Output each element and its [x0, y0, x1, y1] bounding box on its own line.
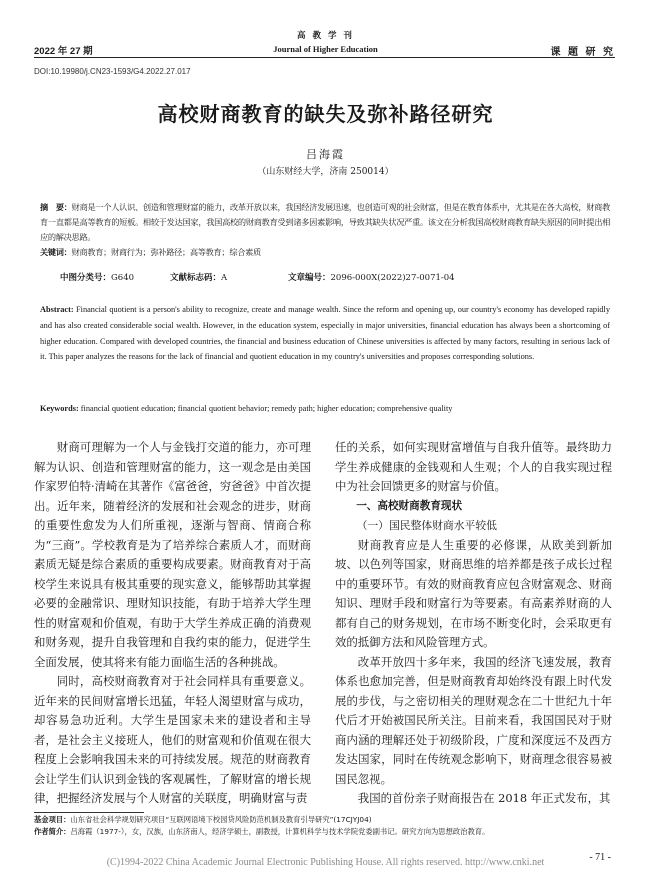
body-paragraph: 财商教育应是人生重要的必修课，从欧美到新加坡、以色列等国家，财商思维的培养都是孩子成长过程中的重要环节。有效的财商教育应包含财富观念、财商知识、理财手段和财富行为等要素。有高素养财商的人都有自己的财务规划，在市场不断变化时，会采取更有效的抵御方法和风险管理方式。: [335, 537, 612, 649]
footnote-author: [34, 827, 624, 838]
author-bio-label: 作者简介：: [34, 827, 71, 836]
abstract-cn-label: 摘 要：: [40, 202, 72, 212]
subsection-heading: （一）国民整体财商水平较低: [356, 519, 497, 532]
document-code-value: A: [221, 273, 228, 283]
journal-name-en: Journal of Higher Education: [273, 44, 378, 54]
doi: DOI:10.19980/j.CN23-1593/G4.2022.27.017: [34, 67, 191, 76]
document-code-label: 文献标志码：: [170, 273, 222, 283]
body-column-right: [335, 438, 612, 809]
clc-value: G640: [111, 273, 135, 283]
body-paragraph: 同时，高校财商教育对于社会同样具有重要意义。近年来的民间财富增长迅猛，年轻人渴望财富与成功，却容易急功近利。大学生是国家未来的建设者和主导者，是社会主义接班人，他们的财富观和价值观在很大程度上会影响我国未来的可持续发展。规范的财商教育会让学生们认识到金钱的客观属性，了解财富的增长规律，把握经济发展与个人财富的关联度，明确财富与责: [34, 674, 311, 805]
section-label: 课 题 研 究: [550, 47, 615, 58]
body-paragraph: 我国的首份亲子财商报告在 2018 年正式发布，其: [357, 791, 611, 805]
author-affiliation: （山东财经大学，济南 250014）: [257, 167, 394, 177]
author-bio-text: 吕海霞（1977-），女，汉族，山东济南人，经济学硕士，副教授，计算机科学与技术学院党委副书记。研究方向为思想政治教育。: [70, 827, 490, 836]
clc-label: 中图分类号：: [60, 273, 112, 283]
body-paragraph: 财商可理解为一个人与金钱打交道的能力，亦可理解为认识、创造和管理财富的能力，这一观念是由美国作家罗伯特·清崎在其著作《富爸爸，穷爸爸》中首次提出。近年来，随着经济的发展和社会观念的进步，财商的重要性愈发为人们所重视，逐渐与智商、情商合称为“三商”。学校教育是为了培养综合素质人才，而财商素质无疑是综合素质的重要构成要素。财商教育对于高校学生来说具有极其重要的现实意义，能够帮助其掌握必要的金融常识、理财知识技能，有助于培养大学生理性的财富观和价值观，有助于大学生养成正确的消费观和财务观，提升自我管理和自我约束的能力，促进学生全面发展，使其将来有能力面临生活的各种挑战。: [34, 440, 311, 669]
fund-text: 山东省社会科学规划研究项目“互联网语境下校园贷风险防范机制及教育引导研究”(17CJYJ04): [70, 815, 372, 824]
keywords-en: [40, 404, 610, 413]
abstract-en-text: Financial quotient is a person's ability to recognize, create and manage wealth. Since the reform and opening up, our country's economy has developed rapidly and has also created considerable social wealth. However, in the education system, especially in major universities, financial education has always been a shortcoming of higher education. Compared with developed countries, the financial and business education of Chinese universities is affected by many factors, resulting in serious lack of it. This paper analyzes the reasons for the lack of financial and quotient education in my country's universities and proposes corresponding solutions.: [40, 305, 610, 362]
copyright-watermark: (C)1994-2022 China Academic Journal Electronic Publishing House. All rights reserved. http://www.cnki.net: [106, 857, 545, 868]
body-column-left: [34, 438, 311, 809]
article-number-value: 2096-000X(2022)27-0071-04: [330, 273, 455, 283]
fund-label: 基金项目：: [34, 815, 71, 824]
footnote-fund: [34, 815, 624, 826]
issue-label: 2022 年 27 期: [34, 46, 93, 57]
article-number: [288, 271, 455, 283]
section-heading: 一、高校财商教育现状: [356, 499, 463, 512]
abstract-cn-text: 财商是一个人认识、创造和管理财富的能力，改革开放以来，我国经济发展迅速，也创造可观的社会财富，但是在教育体系中，尤其是在各大高校，财商教育一直都是高等教育的短板。相较于发达国家，我国高校的财商教育受到诸多因素影响，导致其缺失状况严重。该文在分析我国高校财商教育缺失原因的同时提出相应的解决思路。: [40, 202, 610, 242]
author-name: 吕海霞: [306, 148, 345, 161]
keywords-cn-text: 财商教育；财商行为；弥补路径；高等教育；综合素质: [71, 247, 261, 257]
journal-name-cn: 高 教 学 刊: [297, 31, 354, 41]
abstract-en: [40, 302, 610, 365]
footnote-rule: [34, 812, 144, 813]
document-code: [170, 271, 227, 283]
keywords-en-label: Keywords:: [40, 404, 79, 413]
body-paragraph: 任的关系，如何实现财富增值与自我升值等。最终助力学生养成健康的金钱观和人生观；个人的自我实现过程中为社会回馈更多的财富与价值。: [335, 440, 612, 493]
header-rule: [34, 57, 615, 58]
abstract-cn: [40, 200, 610, 260]
clc-number: [60, 271, 134, 283]
keywords-cn-label: 关键词：: [40, 247, 72, 257]
abstract-en-label: Abstract:: [40, 305, 74, 314]
page-number: - 71 -: [589, 852, 611, 863]
article-number-label: 文章编号：: [288, 273, 331, 283]
body-paragraph: 改革开放四十多年来，我国的经济飞速发展，教育体系也愈加完善，但是财商教育却始终没有跟上时代发展的步伐，与之密切相关的理财观念在二十世纪九十年代后才开始被国民所关注。目前来看，我国国民对于财商内涵的理解还处于初级阶段，广度和深度远不及西方发达国家，同时在传统观念影响下，财商理念很容易被国民忽视。: [335, 654, 612, 786]
paper-title: 高校财商教育的缺失及弥补路径研究: [157, 102, 494, 126]
keywords-en-text: financial quotient education; financial quotient behavior; remedy path; higher education; comprehensive quality: [78, 404, 453, 413]
